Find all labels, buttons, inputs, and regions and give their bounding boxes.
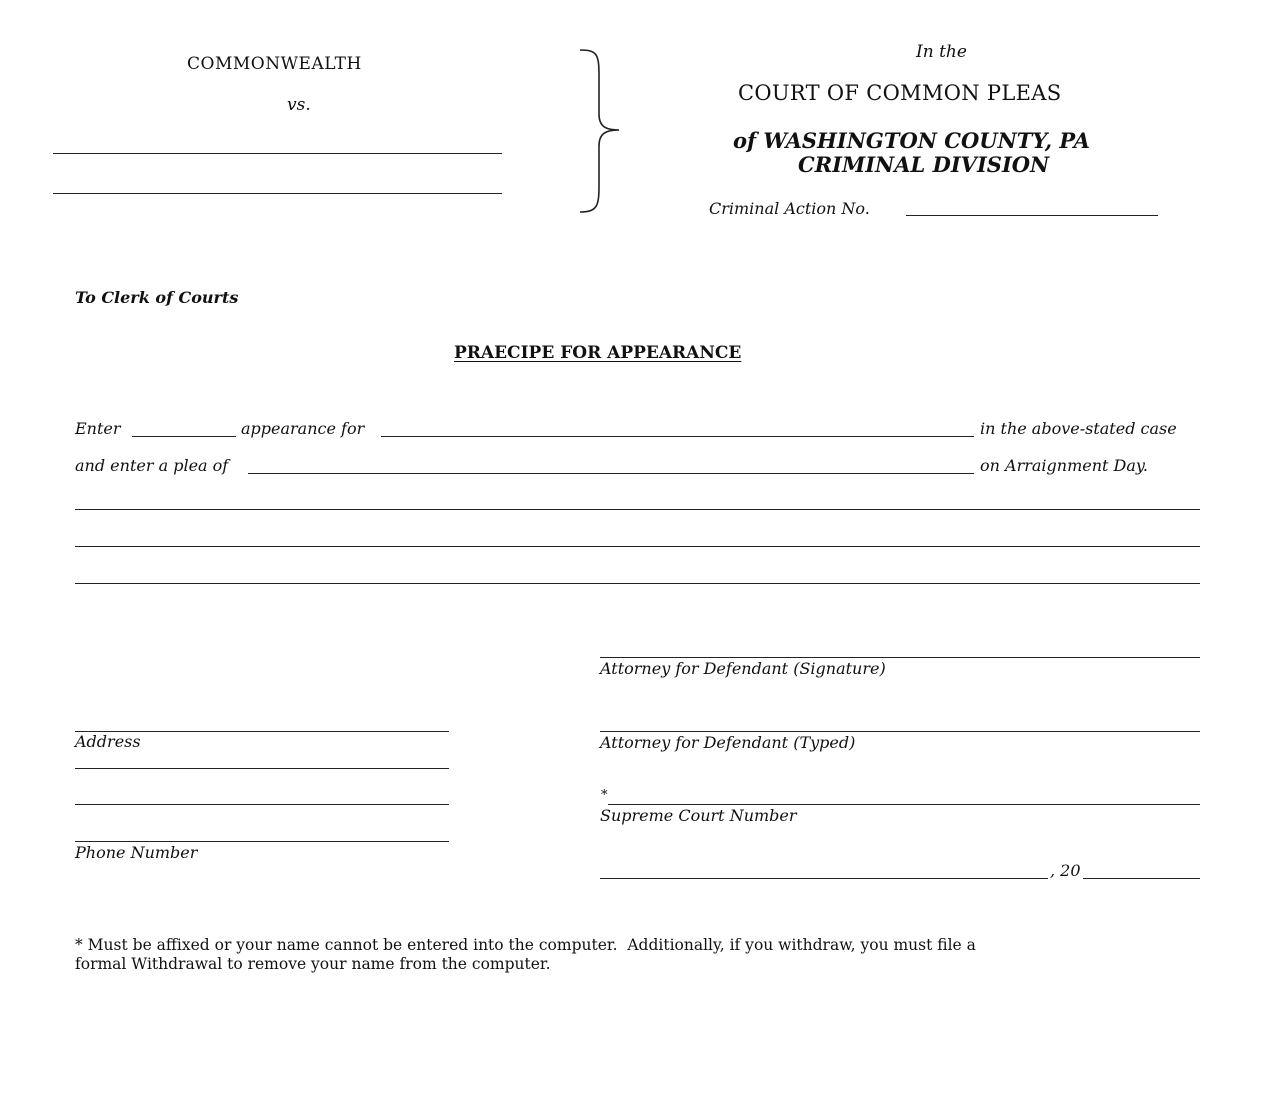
date-year-prefix: , 20: [1050, 861, 1081, 880]
plea-of-text: and enter a plea of: [75, 456, 229, 475]
appearance-type-field[interactable]: [132, 436, 236, 437]
division-name: CRIMINAL DIVISION: [798, 152, 1050, 177]
defendant-name-line-1[interactable]: [53, 153, 502, 154]
plea-field[interactable]: [248, 473, 974, 474]
court-name: COURT OF COMMON PLEAS: [738, 81, 1062, 105]
supreme-court-number-label: Supreme Court Number: [600, 806, 797, 825]
date-field[interactable]: [600, 878, 1200, 879]
notes-line-2[interactable]: [75, 546, 1200, 547]
left-party: COMMONWEALTH: [187, 54, 362, 74]
criminal-action-label: Criminal Action No.: [709, 199, 870, 218]
address-label: Address: [75, 732, 141, 751]
above-case-text: in the above-stated case: [980, 419, 1177, 438]
phone-number-label: Phone Number: [75, 843, 198, 862]
enter-text: Enter: [75, 419, 121, 438]
criminal-action-number-field[interactable]: [906, 215, 1158, 216]
page-title: PRAECIPE FOR APPEARANCE: [454, 343, 742, 363]
versus-text: vs.: [287, 95, 311, 115]
attorney-signature-field[interactable]: [600, 657, 1200, 658]
attorney-signature-label: Attorney for Defendant (Signature): [600, 659, 886, 678]
asterisk-mark: *: [601, 788, 608, 803]
address-line-3[interactable]: [75, 804, 449, 805]
addressee: To Clerk of Courts: [75, 288, 239, 307]
notes-line-3[interactable]: [75, 583, 1200, 584]
defendant-field[interactable]: [381, 436, 974, 437]
county-name: of WASHINGTON COUNTY, PA: [733, 128, 1090, 153]
court-intro: In the: [916, 42, 967, 62]
address-line-2[interactable]: [75, 768, 449, 769]
notes-line-1[interactable]: [75, 509, 1200, 510]
arraignment-text: on Arraignment Day.: [980, 456, 1148, 475]
attorney-typed-field[interactable]: [600, 731, 1200, 732]
appearance-for-text: appearance for: [241, 419, 365, 438]
phone-number-field[interactable]: [75, 841, 449, 842]
attorney-typed-label: Attorney for Defendant (Typed): [600, 733, 856, 752]
footnote-line-1: * Must be affixed or your name cannot be entered into the computer. Additionally, if you withdraw, you must file a: [75, 936, 976, 954]
defendant-name-line-2[interactable]: [53, 193, 502, 194]
supreme-court-number-field[interactable]: [608, 804, 1200, 805]
footnote-line-2: formal Withdrawal to remove your name from the computer.: [75, 955, 551, 973]
caption-brace-icon: [575, 46, 625, 216]
